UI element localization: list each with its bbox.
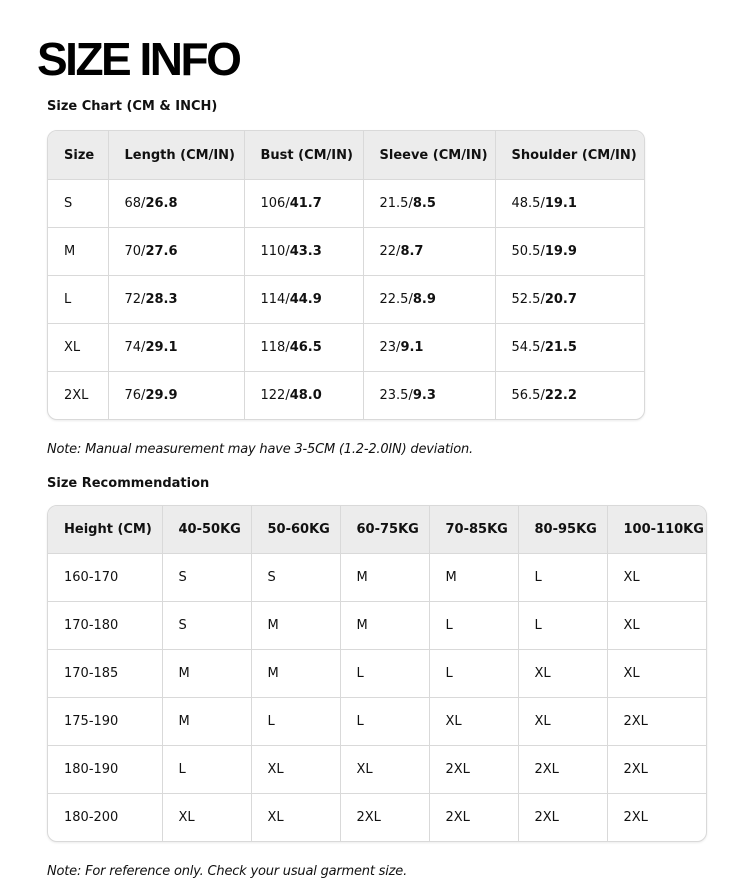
height-cell: 170-185 <box>48 650 162 698</box>
recommended-size-cell: XL <box>429 698 518 746</box>
measurement-inch: 28.3 <box>145 292 178 307</box>
measurement-cell <box>244 372 363 420</box>
measurement-separator: / <box>540 244 545 259</box>
measurement-inch: 8.5 <box>412 196 436 211</box>
measurement-separator: / <box>285 244 290 259</box>
measurement-cell <box>108 372 244 420</box>
recommended-size-cell: S <box>162 602 251 650</box>
measurement-cm: 70 <box>124 244 142 259</box>
size-recommendation-note: Note: For reference only. Check your usual garment size. <box>47 864 408 879</box>
height-cell: 180-200 <box>48 794 162 842</box>
size-cell: M <box>48 228 108 276</box>
measurement-cm: 23.5 <box>379 388 409 403</box>
measurement-separator: / <box>540 340 545 355</box>
measurement-separator: / <box>540 292 545 307</box>
recommended-size-cell: XL <box>518 650 607 698</box>
measurement-cell <box>244 180 363 228</box>
recommended-size-cell: 2XL <box>340 794 429 842</box>
measurement-cell <box>363 180 495 228</box>
recommended-size-cell: L <box>429 650 518 698</box>
measurement-cm: 68 <box>124 196 142 211</box>
recommended-size-cell: L <box>251 698 340 746</box>
measurement-inch: 9.1 <box>400 340 424 355</box>
measurement-cm: 122 <box>260 388 286 403</box>
measurement-separator: / <box>408 388 413 403</box>
size-recommendation-body <box>48 554 706 842</box>
measurement-cell <box>108 180 244 228</box>
recommended-size-cell: M <box>251 650 340 698</box>
table-row <box>48 698 706 746</box>
measurement-inch: 43.3 <box>289 244 322 259</box>
table-row <box>48 554 706 602</box>
measurement-cm: 114 <box>260 292 286 307</box>
recommended-size-cell: L <box>518 602 607 650</box>
measurement-inch: 20.7 <box>544 292 577 307</box>
height-cell: 160-170 <box>48 554 162 602</box>
measurement-cell <box>363 276 495 324</box>
recommended-size-cell: 2XL <box>607 794 706 842</box>
measurement-cm: 76 <box>124 388 142 403</box>
measurement-inch: 19.9 <box>544 244 577 259</box>
recommended-size-cell: 2XL <box>607 698 706 746</box>
measurement-separator: / <box>396 340 401 355</box>
size-recommendation-header-cell: 60-75KG <box>340 506 429 554</box>
size-chart-body <box>48 180 644 420</box>
recommended-size-cell: 2XL <box>429 746 518 794</box>
measurement-cm: 22.5 <box>379 292 409 307</box>
size-recommendation-header-cell: Height (CM) <box>48 506 162 554</box>
measurement-separator: / <box>141 244 146 259</box>
table-row <box>48 180 644 228</box>
measurement-cm: 22 <box>379 244 397 259</box>
recommended-size-cell: 2XL <box>607 746 706 794</box>
table-row <box>48 276 644 324</box>
measurement-cm: 118 <box>260 340 286 355</box>
recommended-size-cell: XL <box>607 602 706 650</box>
measurement-separator: / <box>285 292 290 307</box>
size-chart-label: Size Chart (CM & INCH) <box>47 99 218 114</box>
recommended-size-cell: L <box>340 650 429 698</box>
measurement-inch: 27.6 <box>145 244 178 259</box>
recommended-size-cell: 2XL <box>518 746 607 794</box>
measurement-separator: / <box>141 196 146 211</box>
size-recommendation-label: Size Recommendation <box>47 476 210 491</box>
measurement-separator: / <box>285 196 290 211</box>
measurement-cell <box>108 276 244 324</box>
measurement-inch: 8.7 <box>400 244 424 259</box>
measurement-cm: 54.5 <box>511 340 541 355</box>
recommended-size-cell: L <box>162 746 251 794</box>
measurement-cm: 74 <box>124 340 142 355</box>
measurement-separator: / <box>285 340 290 355</box>
height-cell: 180-190 <box>48 746 162 794</box>
measurement-separator: / <box>285 388 290 403</box>
measurement-cell <box>495 228 644 276</box>
recommended-size-cell: XL <box>251 746 340 794</box>
recommended-size-cell: XL <box>518 698 607 746</box>
page-title: SIZE INFO <box>37 33 240 85</box>
recommended-size-cell: 2XL <box>518 794 607 842</box>
recommended-size-cell: XL <box>607 650 706 698</box>
table-row <box>48 746 706 794</box>
height-cell: 170-180 <box>48 602 162 650</box>
size-chart-header-row <box>48 131 644 180</box>
table-row <box>48 650 706 698</box>
recommended-size-cell: L <box>518 554 607 602</box>
measurement-inch: 48.0 <box>289 388 322 403</box>
measurement-inch: 22.2 <box>544 388 577 403</box>
size-recommendation-header-row <box>48 506 706 554</box>
measurement-cm: 50.5 <box>511 244 541 259</box>
measurement-inch: 8.9 <box>412 292 436 307</box>
recommended-size-cell: XL <box>251 794 340 842</box>
size-cell: 2XL <box>48 372 108 420</box>
measurement-cm: 110 <box>260 244 286 259</box>
size-chart-table <box>48 131 644 419</box>
measurement-inch: 21.5 <box>544 340 577 355</box>
size-recommendation-table <box>48 506 706 841</box>
measurement-cell <box>108 324 244 372</box>
table-row <box>48 794 706 842</box>
measurement-cell <box>244 228 363 276</box>
measurement-inch: 19.1 <box>544 196 577 211</box>
measurement-cm: 106 <box>260 196 286 211</box>
recommended-size-cell: XL <box>162 794 251 842</box>
table-row <box>48 228 644 276</box>
size-chart-header-cell: Size <box>48 131 108 180</box>
measurement-cell <box>495 372 644 420</box>
measurement-separator: / <box>141 292 146 307</box>
measurement-separator: / <box>141 388 146 403</box>
recommended-size-cell: L <box>340 698 429 746</box>
measurement-cm: 48.5 <box>511 196 541 211</box>
size-cell: L <box>48 276 108 324</box>
measurement-cm: 52.5 <box>511 292 541 307</box>
size-chart-note: Note: Manual measurement may have 3-5CM (1.2-2.0IN) deviation. <box>47 442 473 457</box>
measurement-cell <box>363 228 495 276</box>
size-chart-header-cell: Sleeve (CM/IN) <box>363 131 495 180</box>
size-recommendation-header-cell: 80-95KG <box>518 506 607 554</box>
measurement-inch: 41.7 <box>289 196 322 211</box>
size-chart-header-cell: Shoulder (CM/IN) <box>495 131 644 180</box>
size-cell: XL <box>48 324 108 372</box>
recommended-size-cell: XL <box>607 554 706 602</box>
recommended-size-cell: M <box>429 554 518 602</box>
measurement-inch: 26.8 <box>145 196 178 211</box>
measurement-separator: / <box>408 292 413 307</box>
size-recommendation-header-cell: 100-110KG <box>607 506 706 554</box>
measurement-inch: 44.9 <box>289 292 322 307</box>
measurement-cm: 72 <box>124 292 142 307</box>
recommended-size-cell: M <box>340 602 429 650</box>
measurement-cell <box>495 324 644 372</box>
measurement-cm: 23 <box>379 340 397 355</box>
size-chart-table-container <box>47 130 645 420</box>
measurement-inch: 29.1 <box>145 340 178 355</box>
recommended-size-cell: M <box>162 650 251 698</box>
measurement-cell <box>495 276 644 324</box>
measurement-inch: 46.5 <box>289 340 322 355</box>
measurement-cell <box>495 180 644 228</box>
height-cell: 175-190 <box>48 698 162 746</box>
size-recommendation-table-container <box>47 505 707 842</box>
size-chart-header-cell: Bust (CM/IN) <box>244 131 363 180</box>
recommended-size-cell: L <box>429 602 518 650</box>
measurement-cell <box>363 372 495 420</box>
measurement-inch: 9.3 <box>412 388 436 403</box>
recommended-size-cell: XL <box>340 746 429 794</box>
measurement-cell <box>363 324 495 372</box>
measurement-separator: / <box>540 196 545 211</box>
size-recommendation-header-cell: 70-85KG <box>429 506 518 554</box>
measurement-separator: / <box>408 196 413 211</box>
measurement-cell <box>244 276 363 324</box>
recommended-size-cell: M <box>251 602 340 650</box>
measurement-separator: / <box>396 244 401 259</box>
measurement-cm: 21.5 <box>379 196 409 211</box>
size-recommendation-header-cell: 40-50KG <box>162 506 251 554</box>
size-cell: S <box>48 180 108 228</box>
recommended-size-cell: S <box>162 554 251 602</box>
size-recommendation-header-cell: 50-60KG <box>251 506 340 554</box>
measurement-cell <box>108 228 244 276</box>
measurement-separator: / <box>540 388 545 403</box>
table-row <box>48 324 644 372</box>
measurement-inch: 29.9 <box>145 388 178 403</box>
recommended-size-cell: 2XL <box>429 794 518 842</box>
recommended-size-cell: M <box>162 698 251 746</box>
recommended-size-cell: S <box>251 554 340 602</box>
measurement-separator: / <box>141 340 146 355</box>
size-chart-header-cell: Length (CM/IN) <box>108 131 244 180</box>
recommended-size-cell: M <box>340 554 429 602</box>
table-row <box>48 602 706 650</box>
table-row <box>48 372 644 420</box>
measurement-cell <box>244 324 363 372</box>
measurement-cm: 56.5 <box>511 388 541 403</box>
